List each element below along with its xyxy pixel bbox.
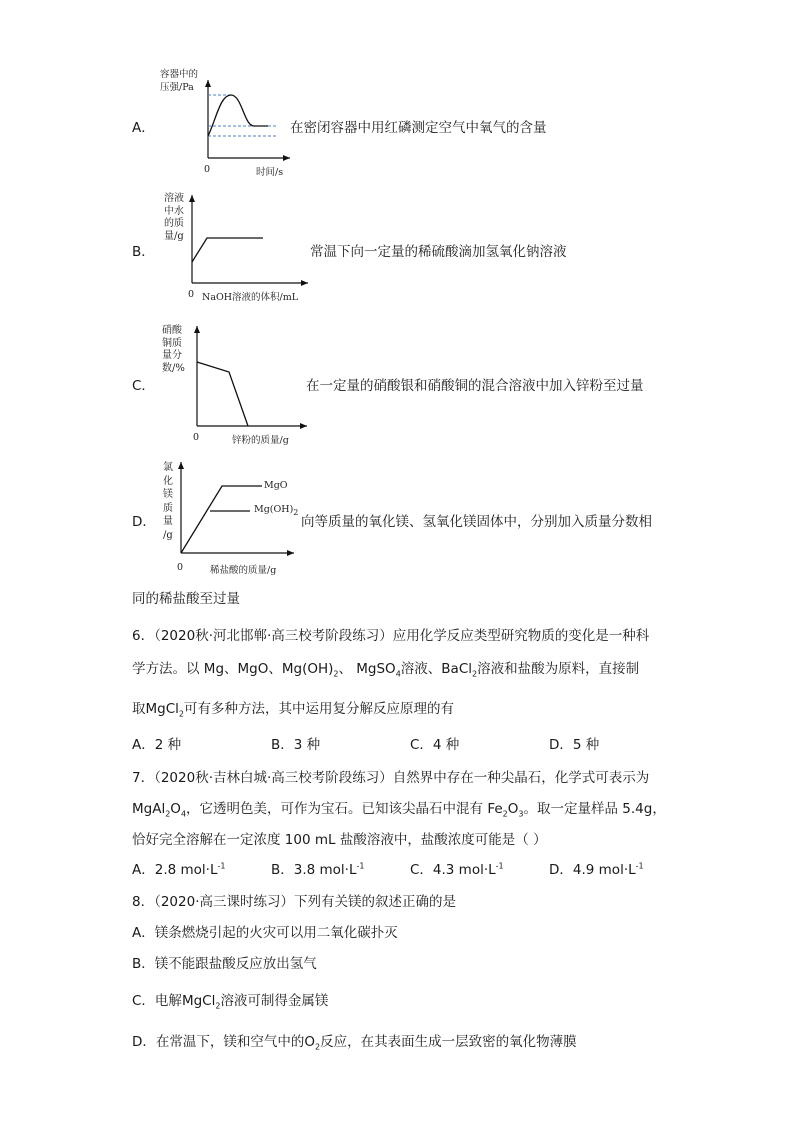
q7-option-text: C．4.3 mol·L xyxy=(410,862,496,878)
option-d-desc: 向等质量的氧化镁、氢氧化镁固体中，分别加入质量分数相 xyxy=(301,514,652,530)
q7-option-sup: -1 xyxy=(635,861,644,871)
q6-sub: 2 xyxy=(472,669,478,679)
q7-text: 。取一定量样品 5.4g， xyxy=(523,801,666,817)
graph-b-xlabel: NaOH溶液的体积/mL xyxy=(202,292,299,303)
q6-option-c: C．4 种 xyxy=(410,737,460,753)
q6-sub: 4 xyxy=(395,669,401,679)
q7-sub: 2 xyxy=(502,809,508,819)
graph-a-origin: 0 xyxy=(204,164,211,175)
q6-option-a: A．2 种 xyxy=(132,737,182,753)
q7-sub: 2 xyxy=(165,809,171,819)
graph-c-origin: 0 xyxy=(193,432,200,443)
q6-sub: 2 xyxy=(178,709,184,719)
q8-text: MgCl xyxy=(181,993,216,1009)
graph-c-ylabel-line: 数/% xyxy=(162,362,185,374)
graph-d-label-mgo: MgO xyxy=(264,480,288,491)
q6-text: 取MgCl xyxy=(132,701,179,717)
option-d-desc-cont: 同的稀盐酸至过量 xyxy=(132,591,240,607)
graph-b-ylabel-line: 的质 xyxy=(164,218,184,229)
graph-b-ylabel-line: 中水 xyxy=(164,205,184,217)
graph-d-xlabel: 稀盐酸的质量/g xyxy=(210,565,277,576)
graph-d-label-mgoh2 xyxy=(254,504,298,517)
q6-text: 学方法。以 Mg、MgO、Mg(OH) xyxy=(132,661,334,677)
q6-option-d: D．5 种 xyxy=(549,737,600,753)
q7-option-c xyxy=(410,858,504,878)
graph-d-line-mgo xyxy=(181,486,262,553)
q7-text: MgAl xyxy=(132,801,166,817)
q7-text: O xyxy=(507,801,519,817)
option-a-desc: 在密闭容器中用红磷测定空气中氧气的含量 xyxy=(290,120,547,136)
graph-c-ylabel-line: 铜质 xyxy=(162,337,182,349)
q8-text: 反应，在其表面生成一层致密的氧化物薄膜 xyxy=(320,1034,577,1050)
graph-c-ylabel-line: 量分 xyxy=(162,350,182,361)
q7-option-sup: -1 xyxy=(217,861,226,871)
q7-option-text: D．4.9 mol·L xyxy=(549,862,636,878)
q8-option-c xyxy=(132,989,328,1011)
q8-text: D．在常温下，镁和空气中的 xyxy=(132,1034,305,1050)
q7-option-b xyxy=(271,858,364,878)
graph-d-ylabel-line: 质 xyxy=(163,502,173,514)
option-c-desc: 在一定量的硝酸银和硝酸铜的混合溶液中加入锌粉至过量 xyxy=(306,378,644,394)
q6-sub: 2 xyxy=(333,669,339,679)
graph-b-ylabel-line: 溶液 xyxy=(164,193,184,204)
q7-option-text: A．2.8 mol·L xyxy=(132,862,218,878)
q7-sub: 4 xyxy=(180,809,187,819)
q6-text: 溶液、BaCl xyxy=(400,661,473,677)
q8-text: C．电解 xyxy=(132,993,182,1009)
q7-option-sup: -1 xyxy=(495,861,504,871)
option-a-letter: A． xyxy=(132,120,155,136)
q6-stem-line3 xyxy=(132,697,454,719)
graph-a-ylabel-line1: 容器中的 xyxy=(160,69,199,80)
q7-stem-line3: 恰好完全溶解在一定浓度 100 mL 盐酸溶液中，盐酸浓度可能是（ ） xyxy=(132,832,547,848)
option-b-letter: B． xyxy=(132,244,155,260)
q7-text: ，它透明色美，可作为宝石。已知该尖晶石中混有 Fe xyxy=(186,801,503,817)
graph-a-xlabel: 时间/s xyxy=(256,167,284,178)
graph-c-xlabel: 锌粉的质量/g xyxy=(232,435,289,446)
q8-stem: 8．（2020·高三课时练习）下列有关镁的叙述正确的是 xyxy=(132,894,456,910)
q8-text: 溶液可制得金属镁 xyxy=(220,993,329,1009)
q8-sub: 2 xyxy=(215,1001,221,1011)
graph-d-ylabel-line: /g xyxy=(163,529,173,541)
q8-option-b: B．镁不能跟盐酸反应放出氢气 xyxy=(132,956,317,972)
q7-stem-line2 xyxy=(132,797,666,819)
q7-option-sup: -1 xyxy=(356,861,365,871)
q7-option-d xyxy=(549,858,644,878)
graph-d-origin: 0 xyxy=(177,562,184,573)
q7-option-a xyxy=(132,858,225,878)
graph-d-label-mgoh2-sub: 2 xyxy=(293,507,299,517)
q8-option-d xyxy=(132,1030,577,1052)
q7-stem-line1: 7．（2020秋·吉林白城·高三校考阶段练习）自然界中存在一种尖晶石，化学式可表示为 xyxy=(132,770,650,786)
q6-option-b: B．3 种 xyxy=(271,737,321,753)
q6-text: 、 MgSO xyxy=(338,661,396,677)
graph-d-ylabel-line: 氯 xyxy=(163,462,173,473)
graph-d-ylabel-line: 镁 xyxy=(163,489,173,500)
graph-a-ylabel-line2: 压强/Pa xyxy=(160,82,194,93)
q6-stem-line2 xyxy=(132,657,639,679)
q8-option-a: A．镁条燃烧引起的火灾可以用二氧化碳扑灭 xyxy=(132,925,398,941)
q8-sub: 2 xyxy=(315,1042,321,1052)
graph-b-origin: 0 xyxy=(188,289,195,300)
graph-b-ylabel-line: 量/g xyxy=(164,230,184,242)
q6-text: 溶液和盐酸为原料，直接制 xyxy=(477,661,640,677)
q7-text: O xyxy=(170,801,181,817)
q6-text: 可有多种方法，其中运用复分解反应原理的有 xyxy=(184,701,454,717)
graph-c-ylabel-line: 硝酸 xyxy=(162,325,182,336)
q6-stem-line1: 6．（2020秋·河北邯郸·高三校考阶段练习）应用化学反应类型研究物质的变化是一种科 xyxy=(132,628,650,644)
option-d-letter: D． xyxy=(132,514,156,530)
graph-d-ylabel-line: 量 xyxy=(163,516,173,527)
option-c-letter: C． xyxy=(132,378,155,394)
q8-text: O xyxy=(304,1034,316,1050)
graph-d-ylabel-line: 化 xyxy=(163,475,173,487)
q7-option-text: B．3.8 mol·L xyxy=(271,862,357,878)
option-b-desc: 常温下向一定量的稀硫酸滴加氢氧化钠溶液 xyxy=(310,244,567,260)
graph-d-label-mgoh2-text: Mg(OH) xyxy=(254,504,294,515)
q7-sub: 3 xyxy=(518,809,524,819)
